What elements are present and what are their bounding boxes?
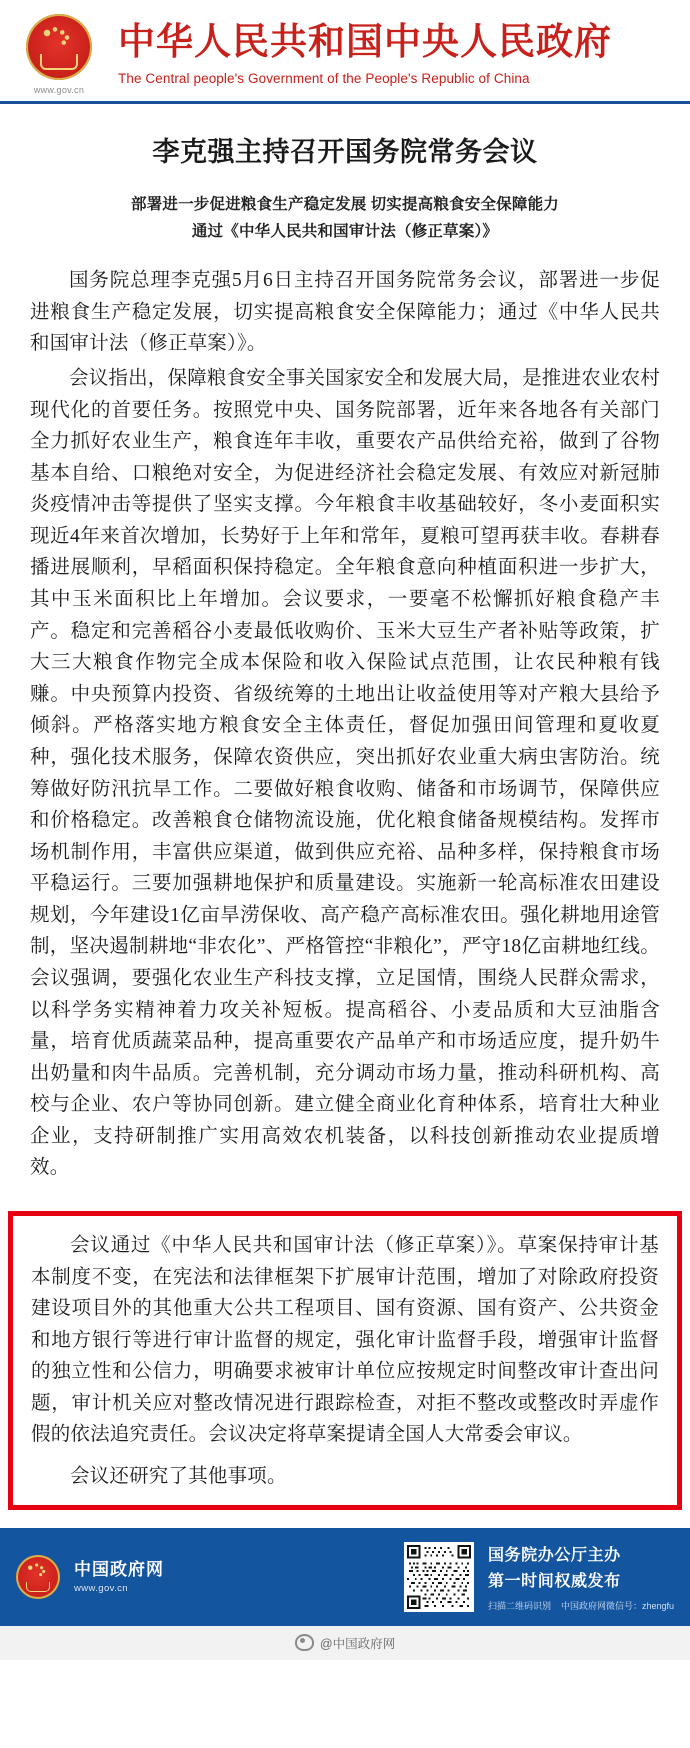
article-paragraph: 会议指出，保障粮食安全事关国家安全和发展大局，是推进农业农村现代化的首要任务。按照党中央、国务院部署，近年来各地各有关部门全力抓好农业生产，粮食连年丰收，重要农产品供给充裕，做到了谷物基本自给、口粮绝对安全，为促进经济社会稳定发展、有效应对新冠肺炎疫情冲击等提供了坚实支撑。今年粮食丰收基础较好，冬小麦面积实现近4年来首次增加，长势好于上年和常年，夏粮可望再获丰收。春耕春播进展顺利，早稻面积保持稳定。全年粮食意向种植面积进一步扩大，其中玉米面积比上年增加。会议要求，一要毫不松懈抓好粮食稳产丰产。稳定和完善稻谷小麦最低收购价、玉米大豆生产者补贴等政策，扩大三大粮食作物完全成本保险和收入保险试点范围，让农民种粮有钱赚。中央预算内投资、省级统筹的土地出让收益使用等对产粮大县给予倾斜。严格落实地方粮食安全主体责任，督促加强田间管理和夏收夏种，强化技术服务，保障农资供应，突出抓好农业重大病虫害防治。统筹做好防汛抗旱工作。二要做好粮食收购、储备和市场调节，保障供应和价格稳定。改善粮食仓储物流设施，优化粮食储备规模结构。发挥市场机制作用，丰富供应渠道，做到供应充裕、品种多样，保持粮食市场平稳运行。三要加强耕地保护和质量建设。实施新一轮高标准农田建设规划，今年建设1亿亩旱涝保收、高产稳产高标准农田。强化耕地用途管制，坚决遏制耕地“非农化”、严格管控“非粮化”，严守18亿亩耕地红线。会议强调，要强化农业生产科技支撑，立足国情，围绕人民群众需求，以科学务实精神着力攻关补短板。提高稻谷、小麦品质和大豆油脂含量，培育优质蔬菜品种，提高重要农产品单产和市场适应度，提升奶牛出奶量和肉牛品质。完善机制，充分调动市场力量，推动科研机构、高校与企业、农户等协同创新。建立健全商业化育种体系，培育壮大种业企业，支持研制推广实用高效农机装备，以科技创新推动农业提质增效。 <box>30 367 661 1179</box>
highlight-paragraph: 会议还研究了其他事项。 <box>70 1466 287 1488</box>
site-footer <box>0 1528 690 1626</box>
footer-site-name: 中国政府网 <box>74 1559 164 1579</box>
header-site-url: www.gov.cn <box>33 85 85 95</box>
article-subhead-2: 通过《中华人民共和国审计法（修正草案）》 <box>191 223 499 241</box>
site-masthead <box>0 0 690 104</box>
highlighted-section <box>8 1211 682 1510</box>
weibo-attribution-bar[interactable] <box>0 1626 690 1660</box>
footer-publisher-block <box>488 1542 674 1612</box>
article-body <box>0 104 690 1197</box>
national-emblem-icon <box>26 14 92 80</box>
footer-emblem-icon <box>16 1555 60 1599</box>
footer-caption <box>488 1599 674 1612</box>
article-subheads <box>30 191 660 245</box>
weibo-eye-icon <box>295 1634 314 1651</box>
masthead-title-cn: 中华人民共和国中央人民政府 <box>118 22 612 64</box>
footer-site-url: www.gov.cn <box>74 1582 128 1594</box>
footer-caption-left: 扫描二维码识别 <box>487 1600 551 1611</box>
page-title: 李克强主持召开国务院常务会议 <box>152 137 538 167</box>
footer-publisher-line1: 国务院办公厅主办 <box>487 1546 621 1564</box>
footer-site-brand[interactable] <box>74 1559 164 1595</box>
qr-code-icon[interactable] <box>404 1542 474 1612</box>
masthead-titles <box>118 23 690 86</box>
weibo-handle: @中国政府网 <box>319 1636 396 1651</box>
emblem-block <box>0 14 118 95</box>
masthead-title-en: The Central people's Government of the People's Republic of China <box>118 70 530 86</box>
article-paragraph: 国务院总理李克强5月6日主持召开国务院常务会议，部署进一步促进粮食生产稳定发展，切实提高粮食安全保障能力；通过《中华人民共和国审计法（修正草案）》。 <box>30 270 660 355</box>
highlight-paragraph: 会议通过《中华人民共和国审计法（修正草案）》。草案保持审计基本制度不变，在宪法和法律框架下扩展审计范围，增加了对除政府投资建设项目外的其他重大公共工程项目、国有资源、国有资产、公共资金和地方银行等进行审计监督的规定，强化审计监督手段，增强审计监督的独立性和公信力，明确要求被审计单位应按规定时间整改审计查出问题，审计机关应对整改情况进行跟踪检查，对拒不整改或整改时弄虚作假的依法追究责任。会议决定将草案提请全国人大常委会审议。 <box>31 1235 659 1446</box>
article-subhead-1: 部署进一步促进粮食生产稳定发展 切实提高粮食安全保障能力 <box>131 196 559 213</box>
footer-publisher-line2: 第一时间权威发布 <box>487 1572 621 1590</box>
footer-caption-right: 中国政府网微信号：zhengfu <box>560 1600 674 1611</box>
